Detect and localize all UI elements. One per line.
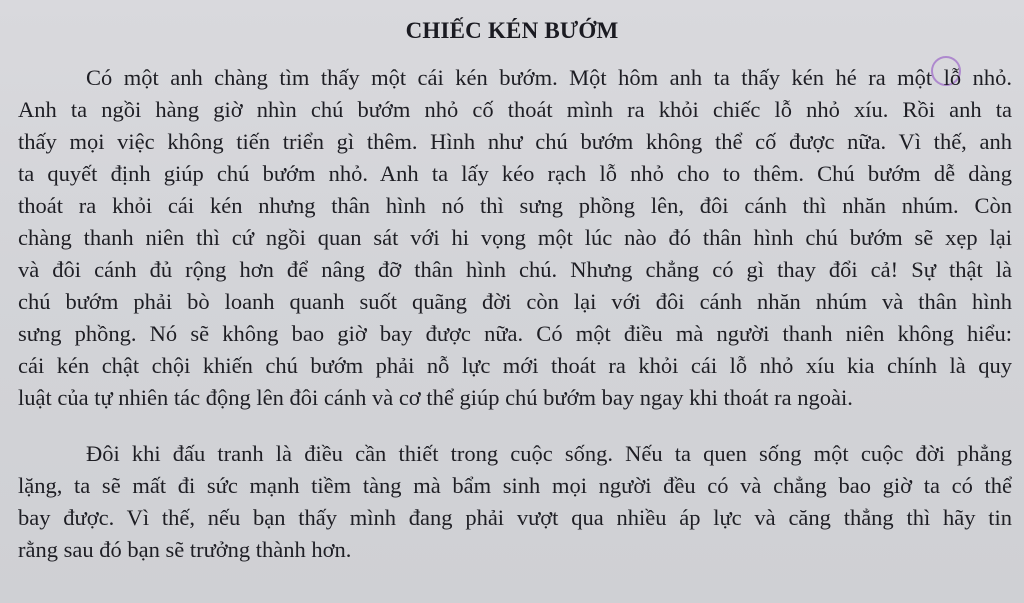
text-line: Đôi khi đấu tranh là điều cần thiết trong cuộc sống. Nếu ta quen sống một cuộc đời phẳng — [86, 441, 1012, 466]
text-line: Có một anh chàng tìm thấy một cái kén bướm. Một hôm anh ta thấy kén hé ra một lỗ nhỏ. — [86, 65, 1012, 90]
text-line: luật của tự nhiên tác động lên đôi cánh và cơ thể giúp chú bướm bay ngay khi thoát ra ngoài. — [18, 385, 853, 410]
text-line: lặng, ta sẽ mất đi sức mạnh tiềm tàng mà bẩm sinh mọi người đều có và chẳng bao giờ ta có thể — [18, 473, 1012, 498]
document-body — [18, 62, 1012, 566]
text-line: bay được. Vì thế, nếu bạn thấy mình đang phải vượt qua nhiều áp lực và căng thẳng thì hãy tin — [18, 505, 1012, 530]
text-line: Anh ta ngồi hàng giờ nhìn chú bướm nhỏ cố thoát mình ra khỏi chiếc lỗ nhỏ xíu. Rồi anh ta — [18, 97, 1012, 122]
text-line: và đôi cánh đủ rộng hơn để nâng đỡ thân hình chú. Nhưng chẳng có gì thay đổi cả! Sự thật là — [18, 257, 1012, 282]
text-line: cái kén chật chội khiến chú bướm phải nỗ lực mới thoát ra khỏi cái lỗ nhỏ xíu kia chính là quy — [18, 353, 1012, 378]
text-line: chàng thanh niên thì cứ ngồi quan sát với hi vọng một lúc nào đó thân hình chú bướm sẽ xẹp lại — [18, 225, 1012, 250]
text-line: sưng phồng. Nó sẽ không bao giờ bay được nữa. Có một điều mà người thanh niên không hiểu: — [18, 321, 1012, 346]
text-line: rằng sau đó bạn sẽ trưởng thành hơn. — [18, 537, 352, 562]
paragraph-spacer — [18, 414, 1012, 438]
text-line: thấy mọi việc không tiến triển gì thêm. Hình như chú bướm không thể cố được nữa. Vì thế, anh — [18, 129, 1012, 154]
paragraph-2 — [18, 438, 1012, 566]
text-line: chú bướm phải bò loanh quanh suốt quãng đời còn lại với đôi cánh nhăn nhúm và thân hình — [18, 289, 1012, 314]
text-line: ta quyết định giúp chú bướm nhỏ. Anh ta lấy kéo rạch lỗ nhỏ cho to thêm. Chú bướm dễ dàng — [18, 161, 1012, 186]
text-line: thoát ra khỏi cái kén nhưng thân hình nó thì sưng phồng lên, đôi cánh thì nhăn nhúm. Còn — [18, 193, 1012, 218]
paragraph-1 — [18, 62, 1012, 414]
document-title: CHIẾC KÉN BƯỚM — [405, 18, 619, 43]
